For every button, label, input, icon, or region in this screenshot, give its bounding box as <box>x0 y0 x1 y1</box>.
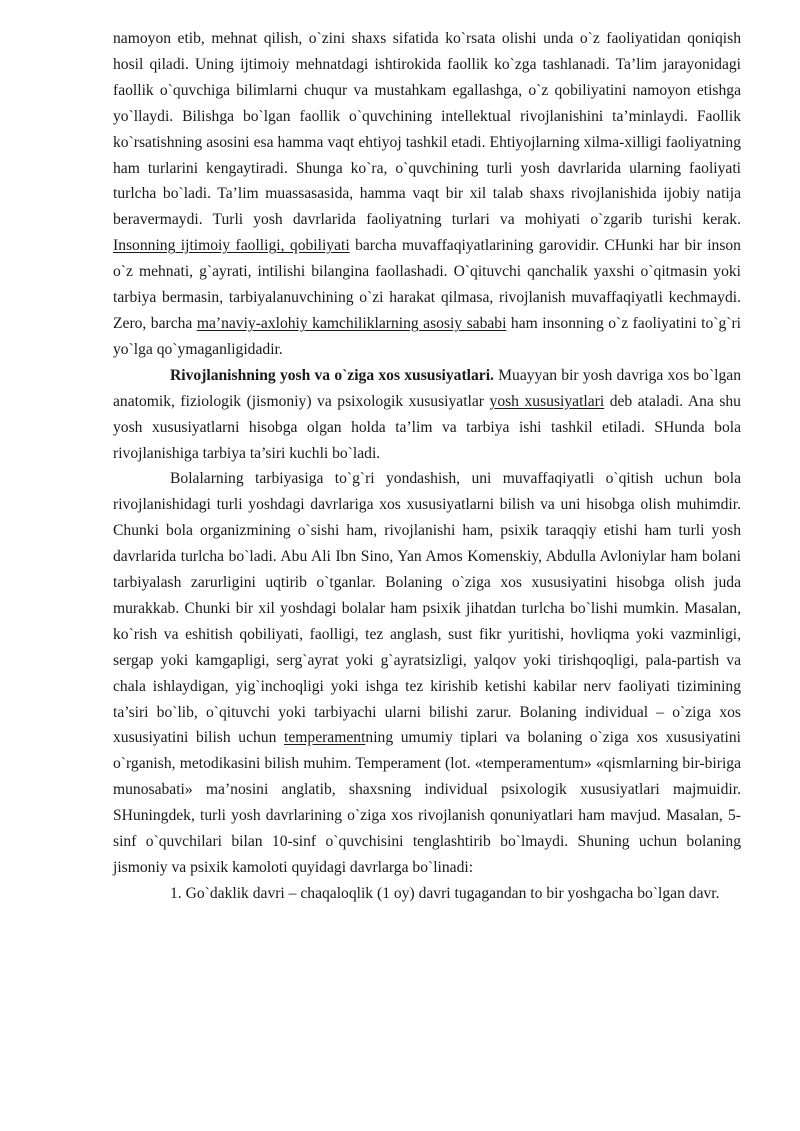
paragraph-text: 1. Go`daklik davri – chaqaloqlik (1 oy) davri tugagandan to bir yoshgacha bo`lgan davr. <box>170 884 720 902</box>
paragraph-text: ning umumiy tiplari va bolaning o`ziga xos xususiyatini o`rganish, metodikasini bilish muhim. Temperament (lot. «temperamentum» «qismlarning bir-biriga munosabati» ma’nosini anglatib, shaxsning individual psixologik xususiyatlari majmuidir. SHuningdek, turli yosh davrlarining o`ziga xos rivojlanish qonuniyatlari ham mavjud. Masalan, 5-sinf o`quvchilari bilan 10-sinf o`quvchisini tenglashtirib bo`lmaydi. Shuning uchun bolaning jismoniy va psixik kamoloti quyidagi davrlarga bo`linadi: <box>113 729 741 876</box>
document-page <box>113 26 741 907</box>
underlined-phrase: Insonning ijtimoiy faolligi, qobiliyati <box>113 237 350 255</box>
paragraph-text: ham insonning o`z faoliyatini to`g`ri yo`lga qo`ymaganligidadir. <box>113 314 741 358</box>
paragraph-text: deb ataladi. Ana shu yosh xususiyatlarni hisobga olgan holda ta’lim va tarbiya ishi tashkil etiladi. SHunda bola rivojlanishiga tarbiya ta’siri kuchli bo`ladi. <box>113 392 741 462</box>
paragraph-age-features <box>113 363 741 467</box>
list-item-infancy <box>113 881 741 907</box>
paragraph-text: barcha muvaffaqiyatlarining garovidir. CHunki har bir inson o`z mehnati, g`ayrati, intilishi bilangina faollashadi. O`qituvchi qanchalik yaxshi o`qitmasin yoki tarbiya bermasin, tarbiyalanuvchining o`zi harakat qilmasa, rivojlanish muvaffaqiyatli kechmaydi. Zero, barcha <box>113 237 741 332</box>
paragraph-upbringing <box>113 466 741 881</box>
underlined-phrase: ma’naviy-axlohiy kamchiliklarning asosiy sababi <box>196 314 507 332</box>
section-heading: Rivojlanishning yosh va o`ziga xos xususiyatlari. <box>170 366 494 384</box>
paragraph-text: Muayyan bir yosh davriga xos bo`lgan anatomik, fiziologik (jismoniy) va psixologik xususiyatlar <box>113 366 741 410</box>
underlined-phrase: temperament <box>284 729 366 747</box>
paragraph-text: Bolalarning tarbiyasiga to`g`ri yondashish, uni muvaffaqiyatli o`qitish uchun bola rivojlanishidagi turli yoshdagi davrlariga xos xususiyatlarni bilish va uni hisobga olish muhimdir. Chunki bola organizmining o`sishi ham, rivojlanishi ham, psixik taraqqiy etishi ham turli yosh davrlarida turlcha bo`ladi. Abu Ali Ibn Sino, Yan Amos Komenskiy, Abdulla Avloniylar ham bolani tarbiyalash zarurligini uqtirib o`tganlar. Bolaning o`ziga xos xususiyatini hisobga olish juda murakkab. Chunki bir xil yoshdagi bolalar ham psixik jihatdan turlcha bo`lishi mumkin. Masalan, ko`rish va eshitish qobiliyati, faolligi, tez anglash, sust fikr yuritishi, hovliqma yoki vazminligi, sergap yoki kamgapligi, serg`ayrat yoki g`ayratsizligi, yalqov yoki tirishqoqligi, pala-partish va chala ishlaydigan, yig`inchoqligi yoki ishga tez kirishib ketishi kabilar nerv faoliyati tizimining ta’siri bo`lib, o`qituvchi yoki tarbiyachi ularni bilishi zarur. Bolaning individual – o`ziga xos xususiyatini bilish uchun <box>113 470 741 747</box>
paragraph-activity <box>113 26 741 363</box>
underlined-phrase: yosh xususiyatlari <box>489 392 605 410</box>
paragraph-text: namoyon etib, mehnat qilish, o`zini shaxs sifatida ko`rsata olishi unda o`z faoliyatidan qoniqish hosil qiladi. Uning ijtimoiy mehnatdagi ishtirokida faollik ko`zga tashlanadi. Ta’lim jarayonidagi faollik o`quvchiga bilimlarni chuqur va mustahkam egallashga, o`z qobiliyatini namoyon etishga yo`llaydi. Bilishga bo`lgan faollik o`quvchining intellektual rivojlanishini ta’minlaydi. Faollik ko`rsatishning asosini esa hamma vaqt ehtiyoj tashkil etadi. Ehtiyojlarning xilma-xilligi faoliyatning ham turlarini kengaytiradi. Shunga ko`ra, o`quvchining turli yosh davrlarida ularning faoliyati turlcha bo`ladi. Ta’lim muassasasida, hamma vaqt bir xil talab shaxs rivojlanishida ijobiy natija beravermaydi. Turli yosh davrlarida faoliyatning turlari va mohiyati o`zgarib turishi kerak. <box>113 30 741 229</box>
